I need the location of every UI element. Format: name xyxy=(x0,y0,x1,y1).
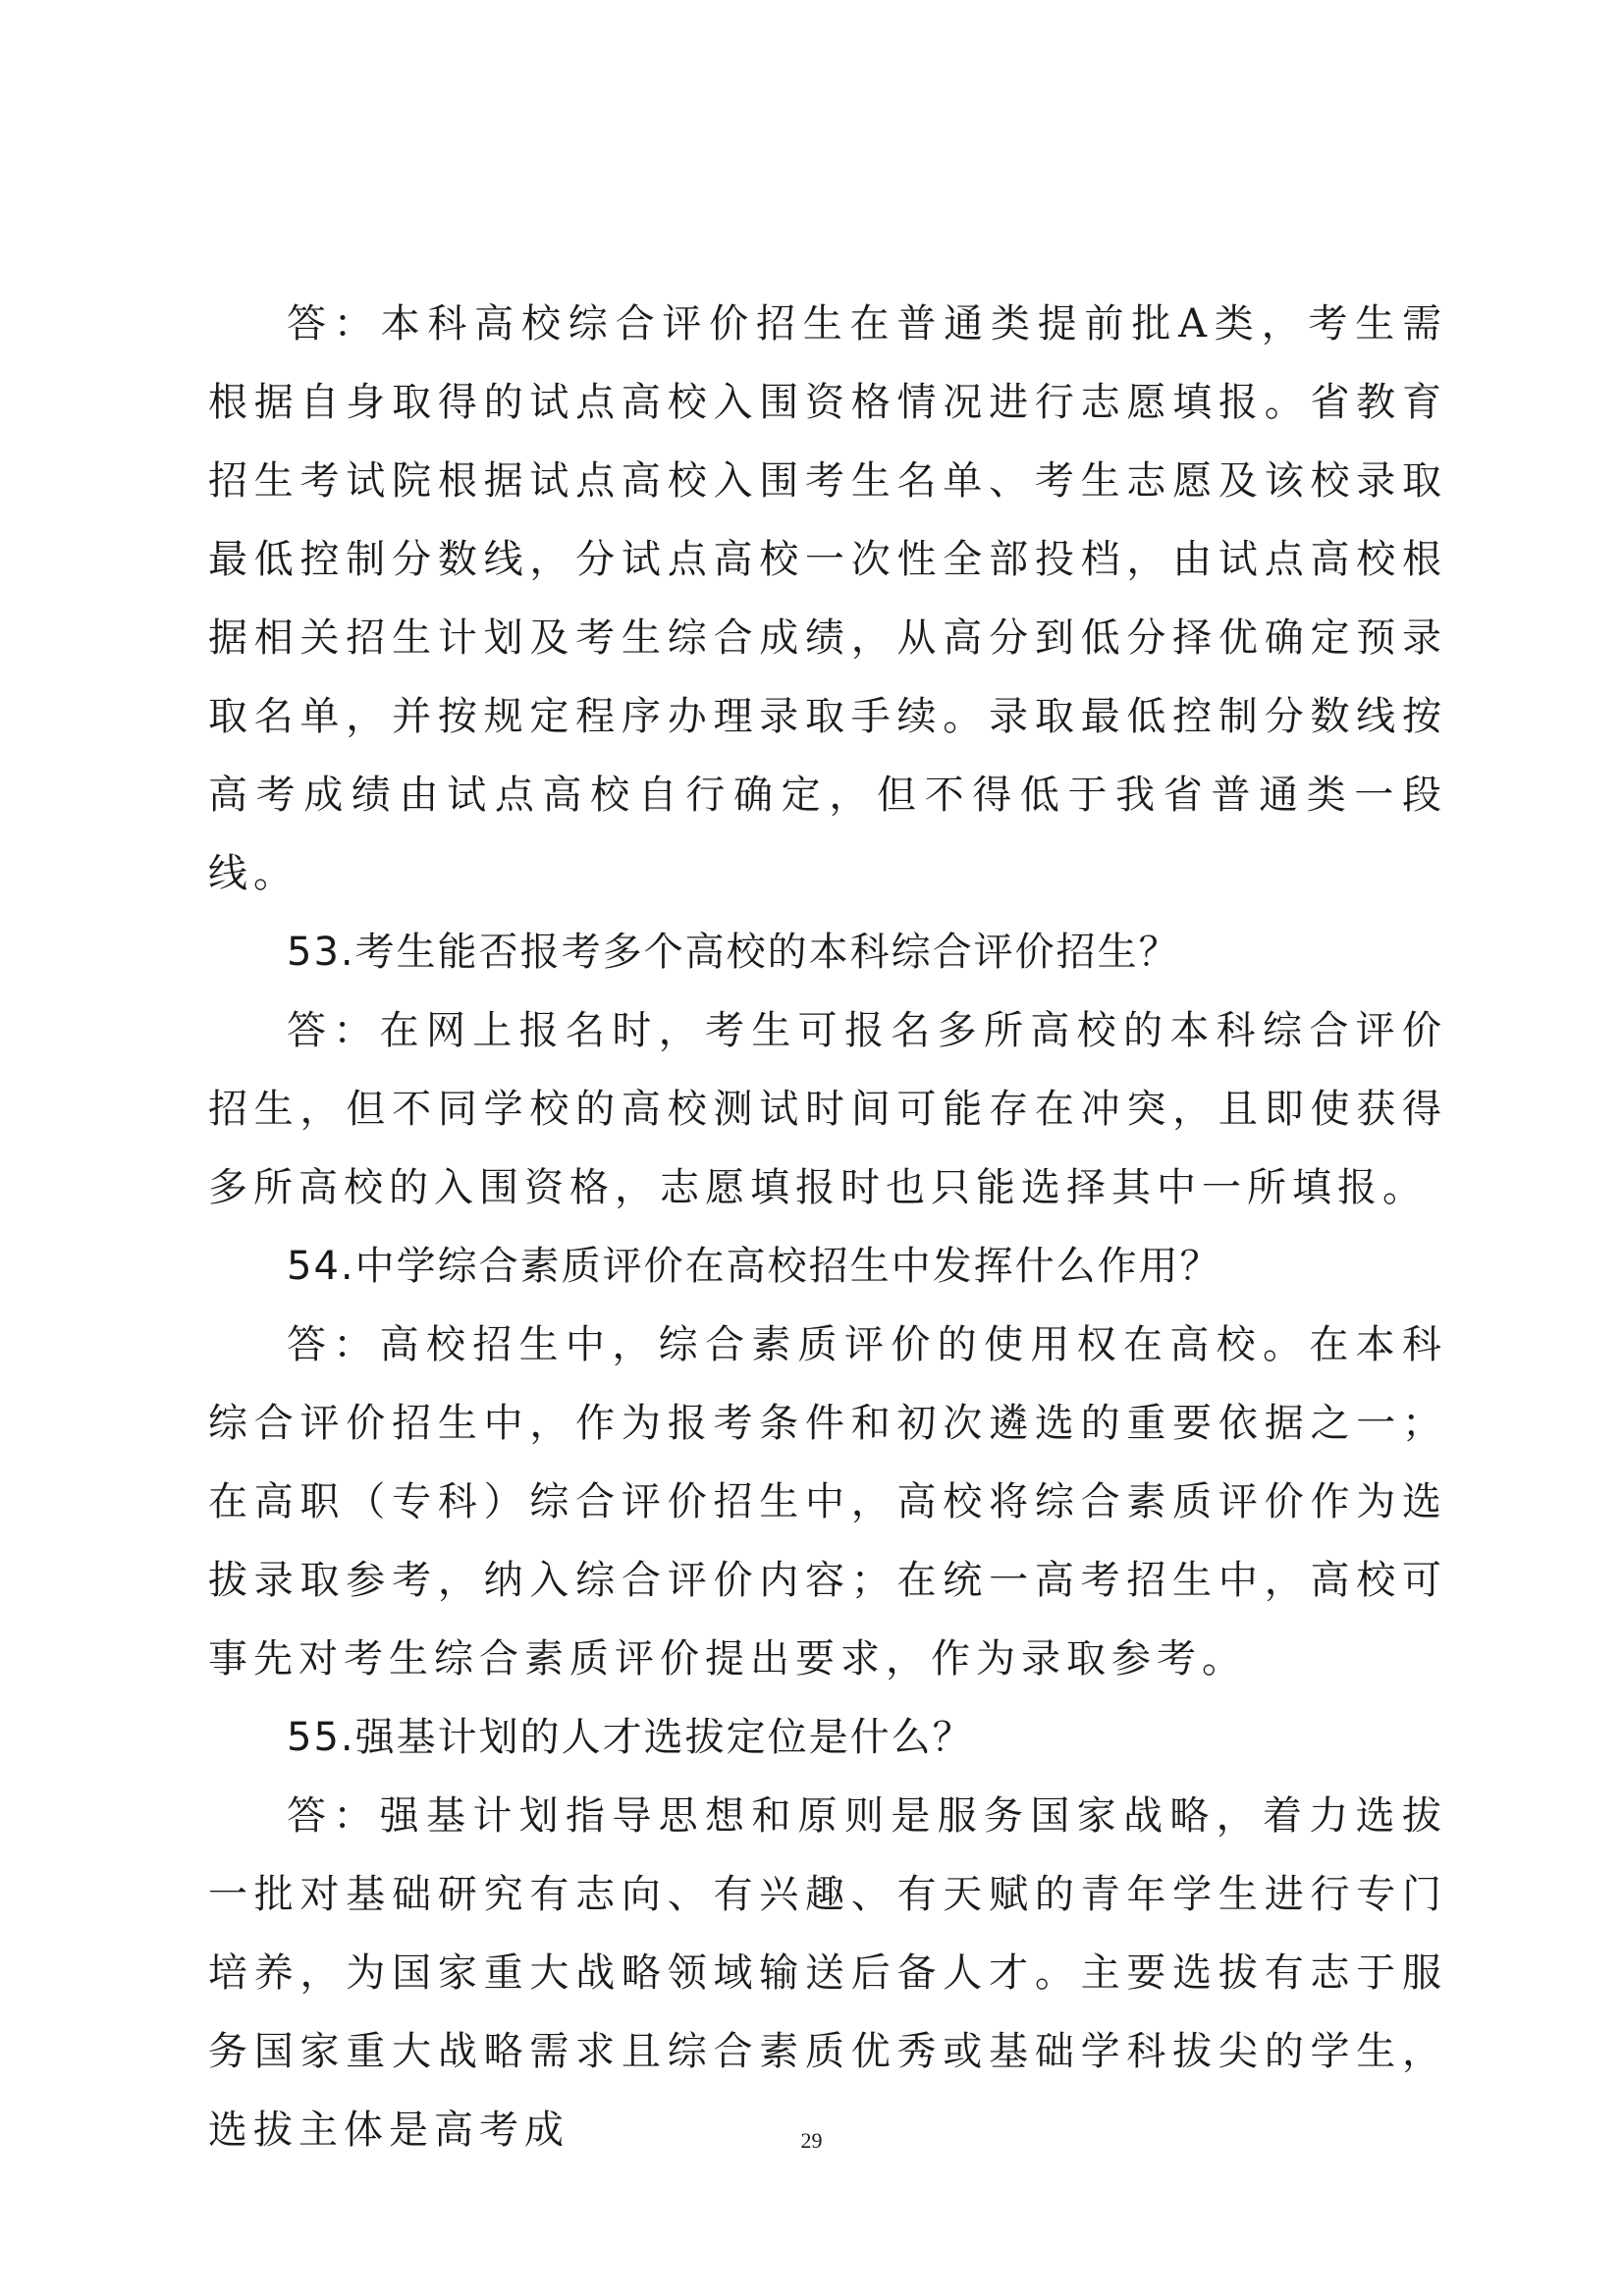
answer-paragraph-52: 答：本科高校综合评价招生在普通类提前批A类，考生需根据自身取得的试点高校入围资格情况进行志愿填报。省教育招生考试院根据试点高校入围考生名单、考生志愿及该校录取最低控制分数线，分试点高校一次性全部投档，由试点高校根据相关招生计划及考生综合成绩，从高分到低分择优确定预录取名单，并按规定程序办理录取手续。录取最低控制分数线按高考成绩由试点高校自行确定，但不得低于我省普通类一段线。 xyxy=(208,301,1447,896)
answer-paragraph-55: 答：强基计划指导思想和原则是服务国家战略，着力选拔一批对基础研究有志向、有兴趣、有天赋的青年学生进行专门培养，为国家重大战略领域输送后备人才。主要选拔有志于服务国家重大战略需求且综合素质优秀或基础学科拔尖的学生，选拔主体是高考成 xyxy=(208,1793,1447,2153)
question-heading-54: 54.中学综合素质评价在高校招生中发挥什么作用？ xyxy=(287,1244,1221,1289)
question-heading-53: 53.考生能否报考多个高校的本科综合评价招生？ xyxy=(287,930,1180,975)
page-body xyxy=(208,285,1447,2169)
answer-paragraph-54: 答：高校招生中，综合素质评价的使用权在高校。在本科综合评价招生中，作为报考条件和初次遴选的重要依据之一；在高职（专科）综合评价招生中，高校将综合素质评价作为选拔录取参考，纳入综合评价内容；在统一高考招生中，高校可事先对考生综合素质评价提出要求，作为录取参考。 xyxy=(208,1322,1447,1682)
page-number: 29 xyxy=(800,2128,823,2153)
question-heading-55: 55.强基计划的人才选拔定位是什么？ xyxy=(287,1715,974,1760)
answer-paragraph-53: 答：在网上报名时，考生可报名多所高校的本科综合评价招生，但不同学校的高校测试时间可能存在冲突，且即使获得多所高校的入围资格，志愿填报时也只能选择其中一所填报。 xyxy=(208,1008,1447,1210)
